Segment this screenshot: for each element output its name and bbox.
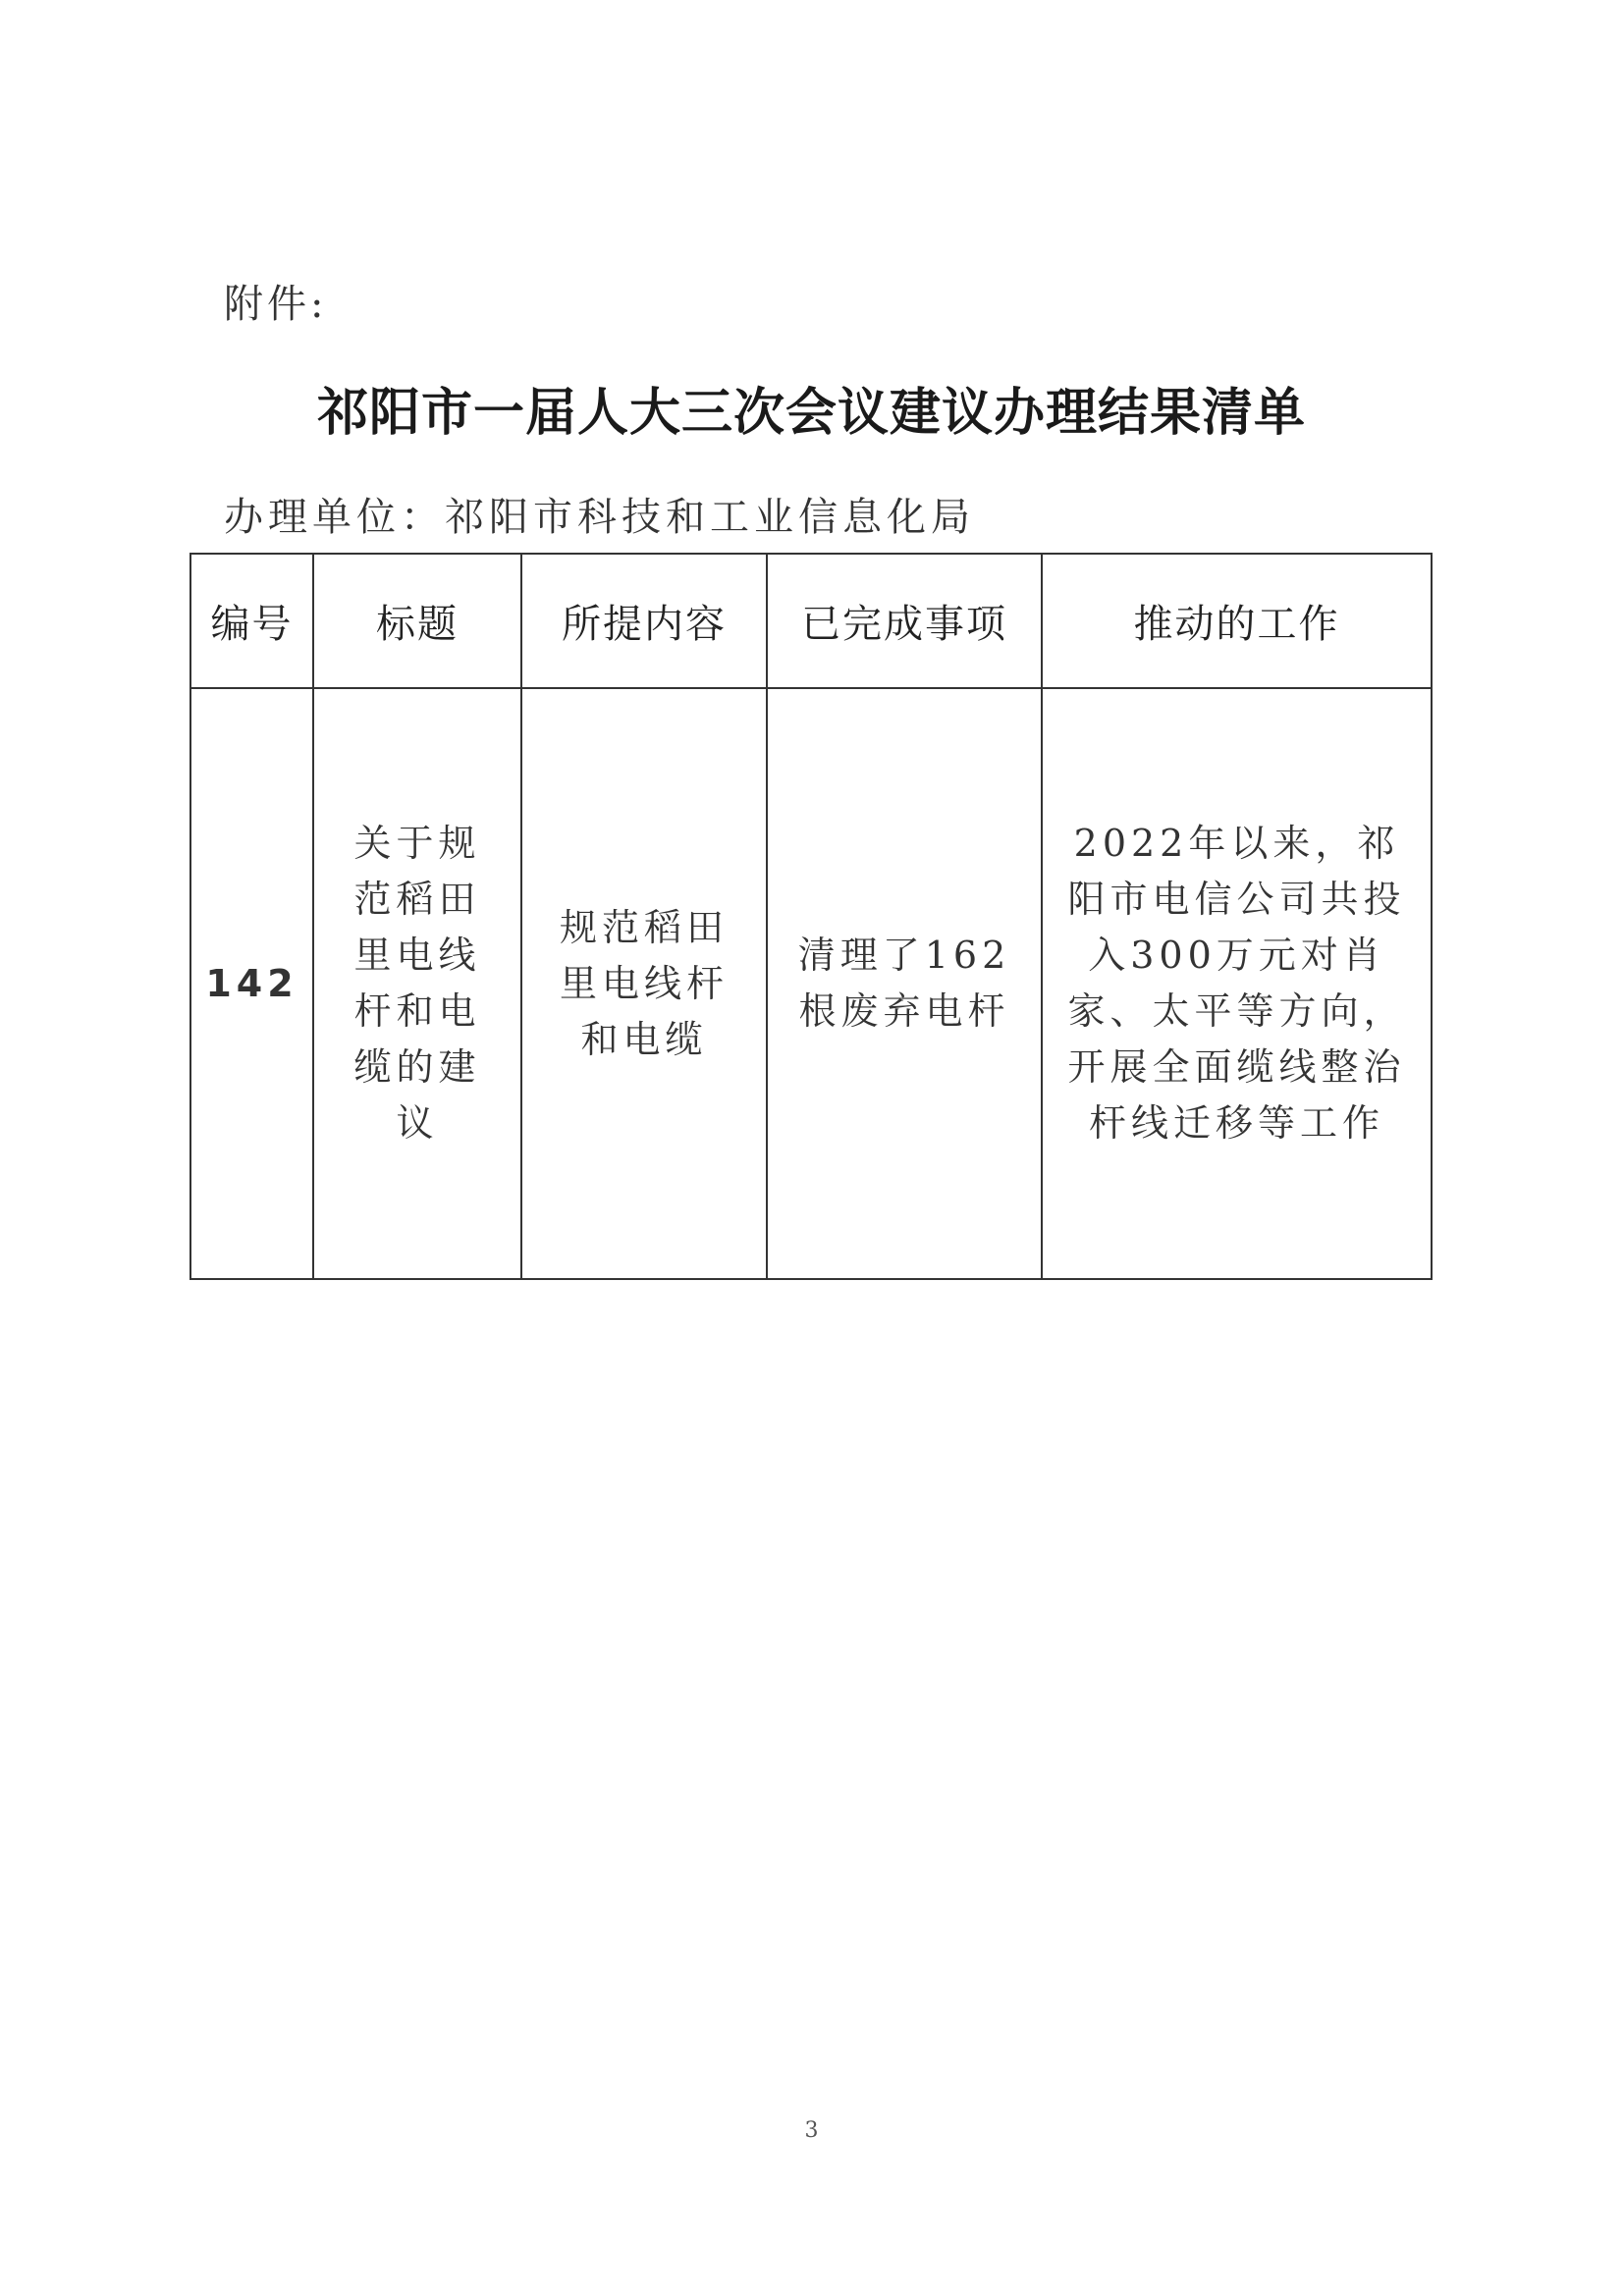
row-number: 142 (205, 961, 298, 1005)
row-work: 2022年以来，祁阳市电信公司共投入300万元对肖家、太平等方向，开展全面缆线整治杆线迁移等工作 (1067, 822, 1406, 1145)
result-table (189, 553, 1433, 1280)
cell-title (313, 688, 521, 1279)
cell-completed (767, 688, 1042, 1279)
header-content: 所提内容 (521, 554, 767, 688)
handling-unit: 办理单位：祁阳市科技和工业信息化局 (224, 495, 975, 540)
cell-number (190, 688, 313, 1279)
table-row (190, 688, 1432, 1279)
page-number: 3 (804, 2118, 819, 2143)
cell-content (521, 688, 767, 1279)
row-title: 关于规范稻田里电线杆和电缆的建议 (353, 822, 481, 1145)
cell-work (1042, 688, 1432, 1279)
table-header-row (190, 554, 1432, 688)
row-completed: 清理了162根废弃电杆 (797, 934, 1011, 1033)
header-completed: 已完成事项 (767, 554, 1042, 688)
header-title: 标题 (313, 554, 521, 688)
header-work: 推动的工作 (1042, 554, 1432, 688)
attachment-label: 附件: (224, 282, 328, 327)
row-content: 规范稻田里电线杆和电缆 (560, 905, 730, 1061)
document-title: 祁阳市一届人大三次会议建议办理结果清单 (316, 384, 1306, 443)
header-number: 编号 (190, 554, 313, 688)
